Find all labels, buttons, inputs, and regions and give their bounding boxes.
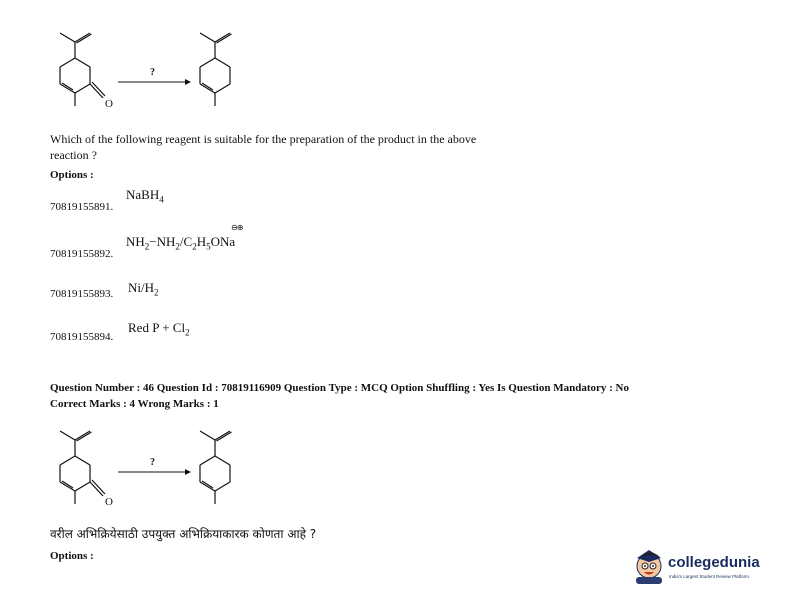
question-text: Which of the following reagent is suitable for the preparation of the product in the above reaction ? [50, 132, 477, 162]
logo-tagline: India's Largest Student Review Platform [669, 574, 749, 579]
reagent-unknown-label: ? [150, 67, 155, 78]
product-limonene [200, 431, 232, 504]
product-limonene [200, 33, 232, 106]
option-4-id: 70819155894. [50, 331, 114, 343]
option-2-charges: ⊖⊕ [231, 223, 243, 232]
option-2-formula: $NH_2-NH_2/C_2H_5ONa$ [126, 234, 236, 252]
mascot-icon [632, 544, 666, 584]
options-heading: Options : [50, 169, 94, 181]
question-meta: Question Number : 46 Question Id : 70819116909 Question Type : MCQ Option Shuffling : Yes Is Question Mandatory : No Correct Marks : 4 Wrong Marks : 1 [50, 382, 629, 410]
collegedunia-logo [632, 544, 767, 588]
arrow-head-icon [185, 79, 191, 85]
reactant-carvone [60, 431, 105, 504]
option-2-id: 70819155892. [50, 248, 114, 260]
reagent-unknown-label: ? [150, 457, 155, 468]
option-3-id: 70819155893. [50, 288, 114, 300]
logo-wordmark: collegedunia [668, 554, 760, 571]
reactant-carvone [60, 33, 105, 106]
reaction-scheme-bottom [40, 418, 240, 518]
option-4-formula: Red $P + Cl_2$ [128, 320, 190, 338]
options-heading-2: Options : [50, 550, 94, 562]
question-text-hindi: वरील अभिक्रियेसाठी उपयुक्त अभिक्रियाकारक कोणता आहे ? [50, 527, 317, 541]
carbonyl-oxygen-label: O [105, 98, 113, 110]
option-1-formula: NaBH$_4$ [126, 187, 164, 205]
option-1-id: 70819155891. [50, 201, 114, 213]
arrow-head-icon [185, 469, 191, 475]
reaction-scheme-top [40, 20, 240, 120]
option-3-formula: $Ni/H_2$ [128, 280, 159, 298]
carbonyl-oxygen-label: O [105, 496, 113, 508]
